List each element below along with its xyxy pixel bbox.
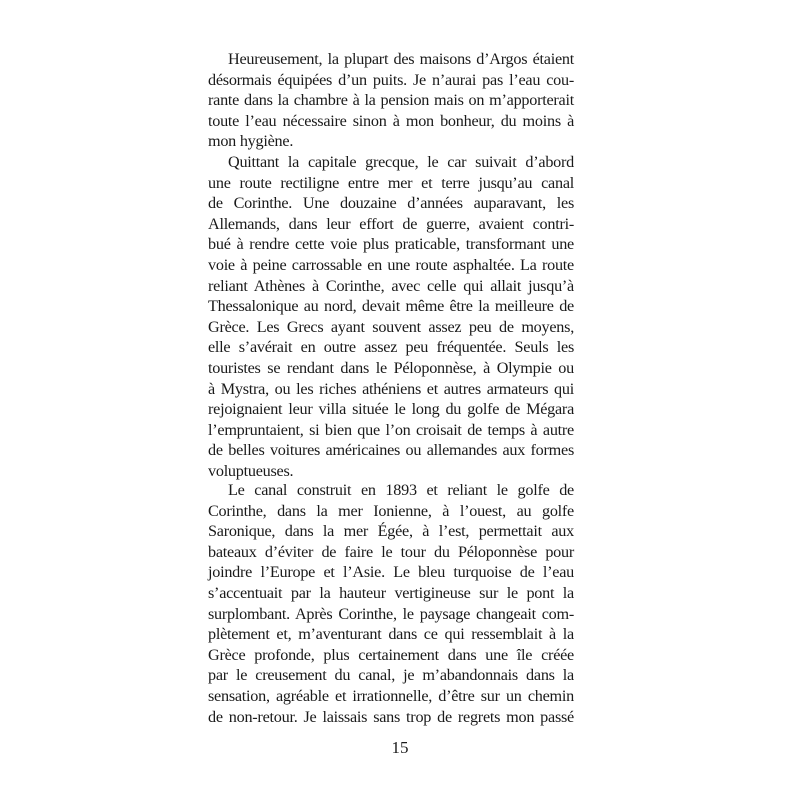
text-line: joindre l’Europe et l’Asie. Le bleu turquoise de l’eau (208, 563, 574, 582)
text-line: surplombant. Après Corinthe, le paysage changeait com- (208, 604, 574, 623)
text-line: Grèce. Les Grecs ayant souvent assez peu de moyens, (208, 317, 574, 336)
text-line: rejoignaient leur villa située le long du golfe de Mégara (208, 400, 574, 419)
text-line: de non-retour. Je laissais sans trop de regrets mon passé (208, 707, 574, 726)
text-line: Corinthe, dans la mer Ionienne, à l’ouest, au golfe (208, 501, 574, 520)
paragraph-2 (208, 152, 574, 482)
text-line: de Corinthe. Une douzaine d’années auparavant, les (208, 194, 574, 213)
text-line: Grèce profonde, plus certainement dans une île créée (208, 645, 574, 664)
text-line: voluptueuses. (208, 461, 294, 480)
text-line: reliant Athènes à Corinthe, avec celle qui allait jusqu’à (208, 276, 574, 295)
text-line: sensation, agréable et irrationnelle, d’être sur un chemin (208, 686, 574, 705)
paragraph-3 (208, 480, 574, 727)
text-line: Allemands, dans leur effort de guerre, avaient contri- (208, 214, 574, 233)
text-line: de belles voitures américaines ou allemandes aux formes (208, 441, 574, 460)
text-line: par le creusement du canal, je m’abandonnais dans la (208, 666, 574, 685)
text-block-top (208, 49, 574, 481)
paragraph-1 (208, 49, 574, 152)
text-block-bottom (208, 480, 574, 727)
text-line: désormais équipées d’un puits. Je n’aurai pas l’eau cou- (208, 70, 574, 89)
text-line: s’accentuait par la hauteur vertigineuse sur le pont la (208, 583, 574, 602)
text-line: elle s’avérait en outre assez peu fréquentée. Seuls les (208, 338, 574, 357)
text-line: Quittant la capitale grecque, le car suivait d’abord (228, 152, 574, 171)
text-line: une route rectiligne entre mer et terre jusqu’au canal (208, 173, 574, 192)
text-line: Thessalonique au nord, devait même être la meilleure de (208, 297, 574, 316)
text-line: bué à rendre cette voie plus praticable, transformant une (208, 235, 574, 254)
text-line: Heureusement, la plupart des maisons d’Argos étaient (228, 50, 574, 68)
text-line: mon hygiène. (208, 132, 294, 151)
text-line: touristes se rendant dans le Péloponnèse, à Olympie ou (208, 358, 574, 377)
text-line: toute l’eau nécessaire sinon à mon bonheur, du moins à (208, 111, 574, 130)
text-line: Le canal construit en 1893 et reliant le golfe de (228, 481, 574, 499)
text-line: rante dans la chambre à la pension mais on m’apporterait (208, 91, 574, 110)
text-line: voie à peine carrossable en une route asphaltée. La route (208, 255, 574, 274)
text-line: l’empruntaient, si bien que l’on croisait de temps à autre (208, 420, 574, 439)
page-number: 15 (391, 738, 409, 757)
text-line: Saronique, dans la mer Égée, à l’est, permettait aux (208, 522, 574, 541)
text-line: bateaux d’éviter de faire le tour du Péloponnèse pour (208, 542, 574, 561)
text-line: à Mystra, ou les riches athéniens et autres armateurs qui (208, 379, 574, 398)
text-line: plètement et, m’aventurant dans ce qui ressemblait à la (208, 625, 574, 644)
